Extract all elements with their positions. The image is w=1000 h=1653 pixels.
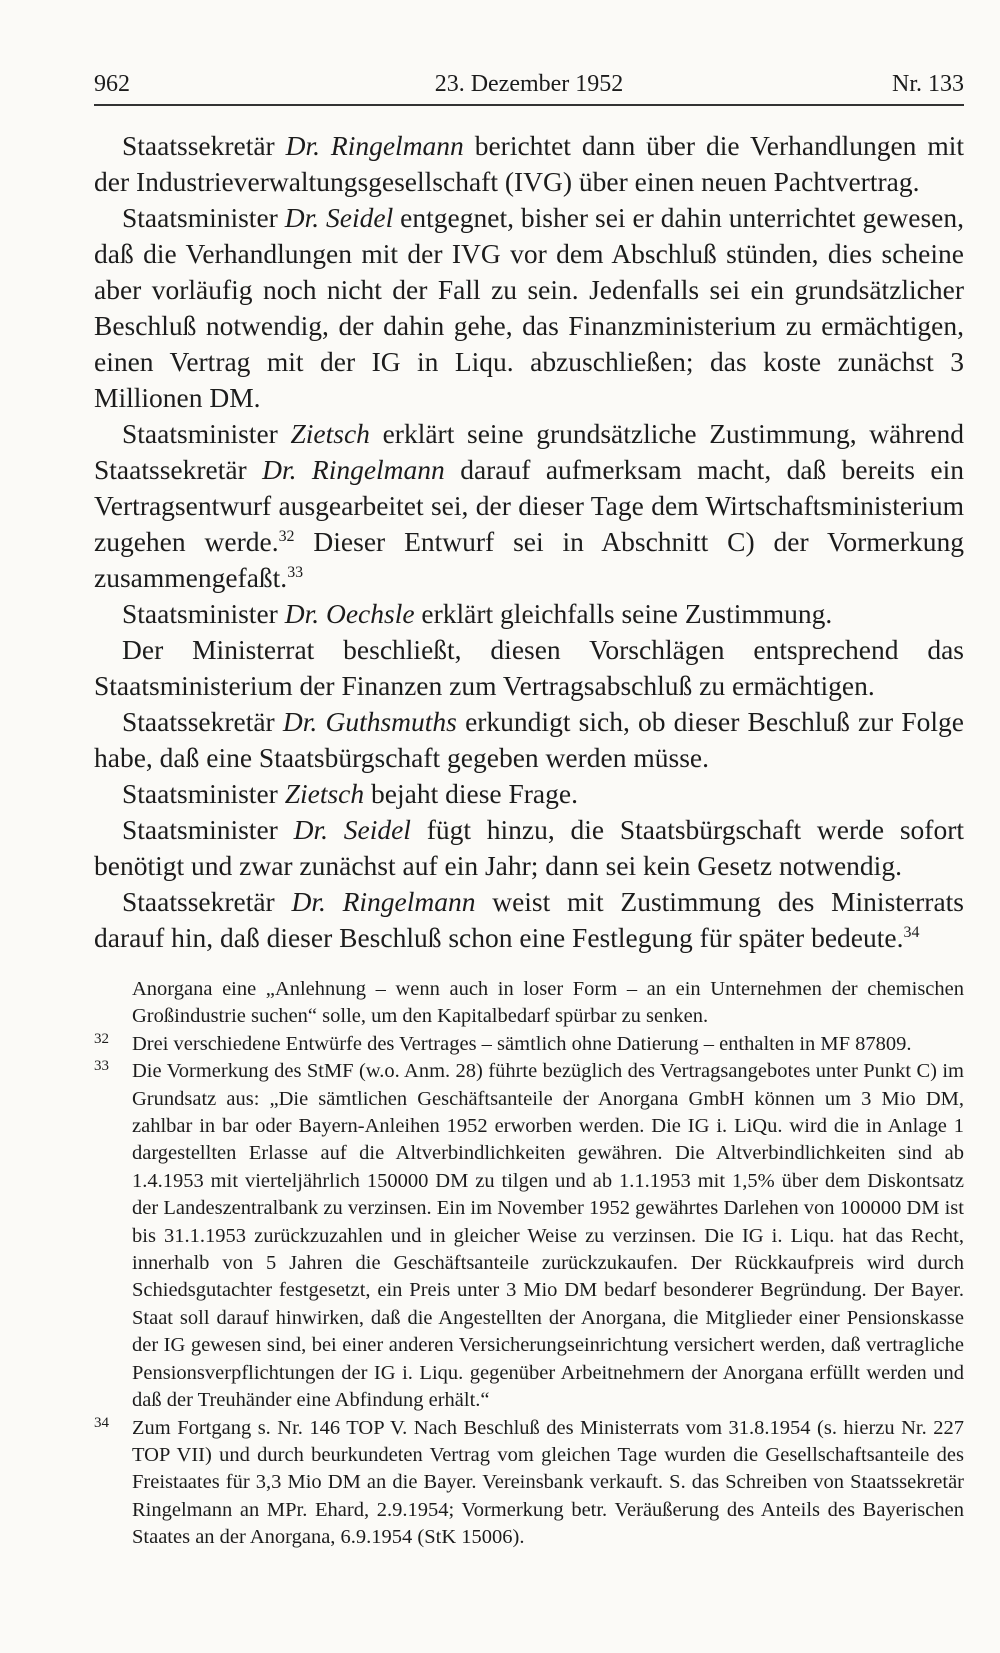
page-header bbox=[94, 64, 964, 106]
paragraph bbox=[94, 776, 964, 812]
footnotes-section bbox=[94, 976, 964, 1552]
paragraph bbox=[94, 704, 964, 776]
text-run: weist mit Zustimmung des Ministerrats darauf hin, daß dieser Beschluß schon eine Festlegung für später bedeute. bbox=[94, 886, 964, 953]
header-date: 23. Dezember 1952 bbox=[434, 71, 624, 97]
text-run: Staatsminister bbox=[122, 418, 291, 449]
paragraph bbox=[94, 632, 964, 704]
paragraph bbox=[94, 128, 964, 200]
footnote-number: 33 bbox=[94, 1058, 109, 1075]
footnote-ref: 32 bbox=[278, 527, 295, 545]
speaker-name: Dr. Ringelmann bbox=[262, 454, 445, 485]
paragraph bbox=[94, 596, 964, 632]
text-run: Staatssekretär bbox=[122, 706, 283, 737]
speaker-name: Dr. Ringelmann bbox=[291, 886, 476, 917]
footnote-continuation: Anorgana eine „Anlehnung – wenn auch in loser Form – an ein Unternehmen der chemischen Großindustrie suchen“ solle, um den Kapitalbedarf spürbar zu senken. bbox=[132, 978, 964, 1028]
footnote-number: 32 bbox=[94, 1030, 109, 1047]
main-text bbox=[94, 128, 964, 956]
footnote bbox=[94, 1415, 964, 1552]
text-run: erklärt seine grundsätzliche Zustimmung, während Staatssekretär bbox=[94, 418, 964, 485]
speaker-name: Dr. Ringelmann bbox=[285, 130, 464, 161]
footnote-text: Die Vormerkung des StMF (w.o. Anm. 28) führte bezüglich des Vertragsangebotes unter Punkt C) im Grundsatz aus: „Die sämtlichen Geschäftsanteile der Anorgana GmbH können um 3 Mio DM, zahlbar in bar oder Bayern-Anleihen 1952 erworben werden. Die IG i. LiQu. wird die in Anlage 1 dargestellten Erlasse auf die Altverbindlichkeiten gewähren. Die Altverbindlichkeiten sind ab 1.4.1953 mit vierteljährlich 150000 DM zu tilgen und ab 1.1.1953 mit 1,5% über dem Diskontsatz der Landeszentralbank zu verzinsen. Ein im November 1952 gewährtes Darlehen von 100000 DM ist bis 31.1.1953 zurückzuzahlen und in gleicher Weise zu verzinsen. Die IG i. Liqu. hat das Recht, innerhalb von 5 Jahren die Geschäftsanteile zurückzukaufen. Der Rückkaufpreis wird durch Schiedsgutachter festgesetzt, ein Preis unter 3 Mio DM bedarf besonderer Begründung. Der Bayer. Staat soll darauf hinwirken, daß die Angestellten der Anorgana, die Mitglieder einer Pensionskasse der IG gewesen sind, bei einer anderen Versicherungseinrichtung versichert werden, daß vertragliche Pensionsverpflichtungen der IG i. Liqu. gegenüber Arbeitnehmern der Anorgana erfüllt werden und daß der Treuhänder eine Abfindung erhält.“ bbox=[132, 1060, 964, 1412]
footnote bbox=[94, 1058, 964, 1414]
text-run: bejaht diese Frage. bbox=[364, 778, 578, 809]
speaker-name: Dr. Seidel bbox=[293, 814, 411, 845]
footnote-number: 34 bbox=[94, 1414, 109, 1431]
text-run: erkundigt sich, ob dieser Beschluß zur Folge habe, daß eine Staatsbürgschaft gegeben werden müsse. bbox=[94, 706, 964, 773]
text-run: Staatsminister bbox=[122, 202, 285, 233]
page-number: 962 bbox=[94, 71, 130, 97]
text-run: Dieser Entwurf sei in Abschnitt C) der Vormerkung zusammengefaßt. bbox=[94, 526, 965, 593]
paragraph bbox=[94, 812, 964, 884]
speaker-name: Dr. Seidel bbox=[284, 202, 394, 233]
text-run: erklärt gleichfalls seine Zustimmung. bbox=[414, 598, 833, 629]
footnote-ref: 33 bbox=[287, 563, 304, 581]
text-run: entgegnet, bisher sei er dahin unterrichtet gewesen, daß die Verhandlungen mit der IVG vor dem Abschluß stünden, dies scheine aber vorläufig noch nicht der Fall zu sein. Jedenfalls sei ein grundsätzlicher Beschluß notwendig, der dahin gehe, das Finanzministerium zu ermächtigen, einen Vertrag mit der IG in Liqu. abzuschließen; das koste zunächst 3 Millionen DM. bbox=[94, 202, 964, 413]
speaker-name: Dr. Oechsle bbox=[284, 598, 415, 629]
text-run: fügt hinzu, die Staatsbürgschaft werde sofort benötigt und zwar zunächst auf ein Jahr; dann sei kein Gesetz notwendig. bbox=[94, 814, 964, 881]
text-run: Staatsminister bbox=[122, 814, 294, 845]
paragraph bbox=[94, 416, 964, 596]
footnote-ref: 34 bbox=[903, 923, 920, 941]
text-run: Staatssekretär bbox=[122, 886, 292, 917]
header-session-number: Nr. 133 bbox=[892, 71, 964, 97]
text-run: Staatsminister bbox=[122, 598, 285, 629]
paragraph bbox=[94, 200, 964, 416]
text-run: Der Ministerrat beschließt, diesen Vorschlägen entsprechend das Staatsministerium der Finanzen zum Vertragsabschluß zu ermächtigen. bbox=[94, 634, 964, 701]
speaker-name: Zietsch bbox=[284, 778, 365, 809]
text-run: darauf aufmerksam macht, daß bereits ein Vertragsentwurf ausgearbeitet sei, der dieser Tage dem Wirtschaftsministerium zugehen werde. bbox=[94, 454, 964, 557]
speaker-name: Dr. Guthsmuths bbox=[282, 706, 457, 737]
footnote bbox=[94, 1031, 964, 1058]
text-run: Staatsminister bbox=[122, 778, 285, 809]
footnote-list bbox=[94, 1031, 964, 1552]
footnote-text: Drei verschiedene Entwürfe des Vertrages – sämtlich ohne Datierung – enthalten in MF 87809. bbox=[132, 1032, 912, 1055]
speaker-name: Zietsch bbox=[290, 418, 370, 449]
footnote-text: Zum Fortgang s. Nr. 146 TOP V. Nach Beschluß des Ministerrats vom 31.8.1954 (s. hierzu Nr. 227 TOP VII) und durch beurkundeten Vertrag vom gleichen Tage wurden die Gesellschaftsanteile des Freistaates für 3,3 Mio DM an die Bayer. Vereinsbank verkauft. S. das Schreiben von Staatssekretär Ringelmann an MPr. Ehard, 2.9.1954; Vormerkung betr. Veräußerung des Anteils des Bayerischen Staates an der Anorgana, 6.9.1954 (StK 15006). bbox=[132, 1416, 964, 1549]
text-run: Staatssekretär bbox=[122, 130, 286, 161]
paragraph bbox=[94, 884, 964, 956]
text-run: berichtet dann über die Verhandlungen mit der Industrieverwaltungsgesellschaft (IVG) über einen neuen Pachtvertrag. bbox=[94, 130, 964, 197]
